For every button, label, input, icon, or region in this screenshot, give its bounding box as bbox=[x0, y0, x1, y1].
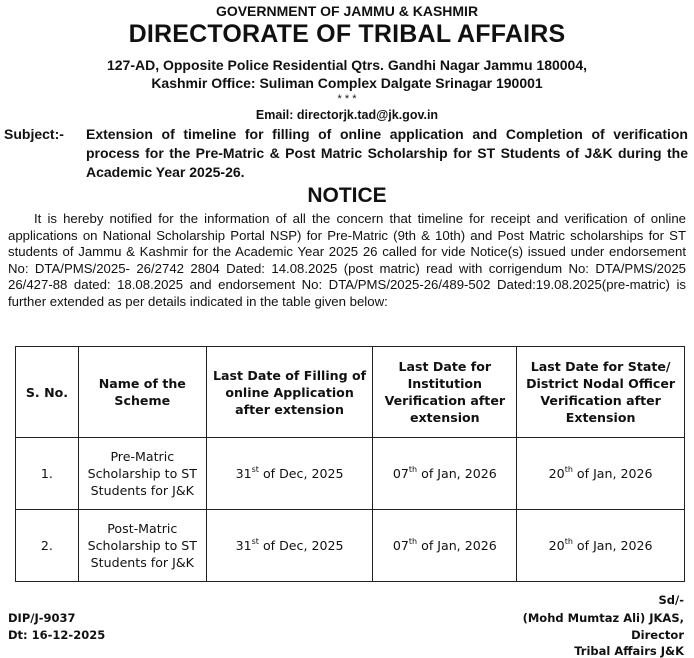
signatory-designation: Director bbox=[631, 628, 684, 642]
header-sno: S. No. bbox=[16, 347, 79, 438]
cell-application-date: 31st of Dec, 2025 bbox=[206, 510, 373, 582]
cell-scheme: Pre-Matric Scholarship to ST Students for J&K bbox=[78, 438, 206, 510]
signatory-department: Tribal Affairs J&K bbox=[574, 644, 684, 658]
issue-date: Dt: 16-12-2025 bbox=[8, 628, 106, 642]
schedule-table bbox=[15, 346, 685, 582]
government-heading: GOVERNMENT OF JAMMU & KASHMIR bbox=[215, 3, 479, 19]
header-scheme: Name of the Scheme bbox=[78, 347, 206, 438]
table-row bbox=[16, 438, 685, 510]
cell-scheme: Post-Matric Scholarship to ST Students for J&K bbox=[78, 510, 206, 582]
email-line: Email: directorjk.tad@jk.gov.in bbox=[255, 108, 439, 122]
address-line-kashmir: Kashmir Office: Suliman Complex Dalgate Srinagar 190001 bbox=[151, 75, 543, 91]
directorate-title: DIRECTORATE OF TRIBAL AFFAIRS bbox=[128, 20, 566, 48]
signatory-name: (Mohd Mumtaz Ali) JKAS, bbox=[522, 611, 684, 625]
cell-sno: 1. bbox=[16, 438, 79, 510]
subject-text: Extension of timeline for filling of online application and Completion of verification process for the Pre-Matric & Post Matric Scholarship for ST Students of J&K during the Academic Year 2025-26. bbox=[86, 126, 688, 180]
reference-number: DIP/J-9037 bbox=[8, 611, 76, 625]
table-row bbox=[16, 510, 685, 582]
address-line-jammu: 127-AD, Opposite Police Residential Qtrs. Gandhi Nagar Jammu 180004, bbox=[106, 57, 588, 73]
cell-institution-date: 07th of Jan, 2026 bbox=[373, 438, 517, 510]
header-application-date: Last Date of Filling of online Application after extension bbox=[206, 347, 373, 438]
header-institution-date: Last Date for Institution Verification after extension bbox=[373, 347, 517, 438]
notice-title: NOTICE bbox=[307, 184, 387, 207]
cell-institution-date: 07th of Jan, 2026 bbox=[373, 510, 517, 582]
subject-label: Subject:- bbox=[4, 126, 64, 142]
stars-divider: * * * bbox=[337, 93, 357, 105]
cell-sno: 2. bbox=[16, 510, 79, 582]
notice-body: It is hereby notified for the information of all the concern that timeline for receipt and verification of online applications on National Scholarship Portal NSP) for Pre-Matric (9th & 10th) and Post Matric scholarships for ST students of Jammu & Kashmir for the Academic Year 2025 26 called for vide Notice(s) issued under endorsement No: DTA/PMS/2025- 26/2742 2804 Dated: 14.08.2025 (post matric) read with corrigendum No: DTA/PMS/2025 26/427-88 dated: 18.08.2025 and endorsement No: DTA/PMS/2025-26/489-502 Dated:19.08.2025(pre-matric) is further extended as per details indicated in the table given below: bbox=[8, 211, 686, 309]
cell-nodal-date: 20th of Jan, 2026 bbox=[517, 510, 685, 582]
cell-nodal-date: 20th of Jan, 2026 bbox=[517, 438, 685, 510]
header-nodal-date: Last Date for State/ District Nodal Officer Verification after Extension bbox=[517, 347, 685, 438]
cell-application-date: 31st of Dec, 2025 bbox=[206, 438, 373, 510]
subject-block bbox=[4, 125, 688, 182]
signature-mark: Sd/- bbox=[658, 593, 684, 607]
table-header-row bbox=[16, 347, 685, 438]
